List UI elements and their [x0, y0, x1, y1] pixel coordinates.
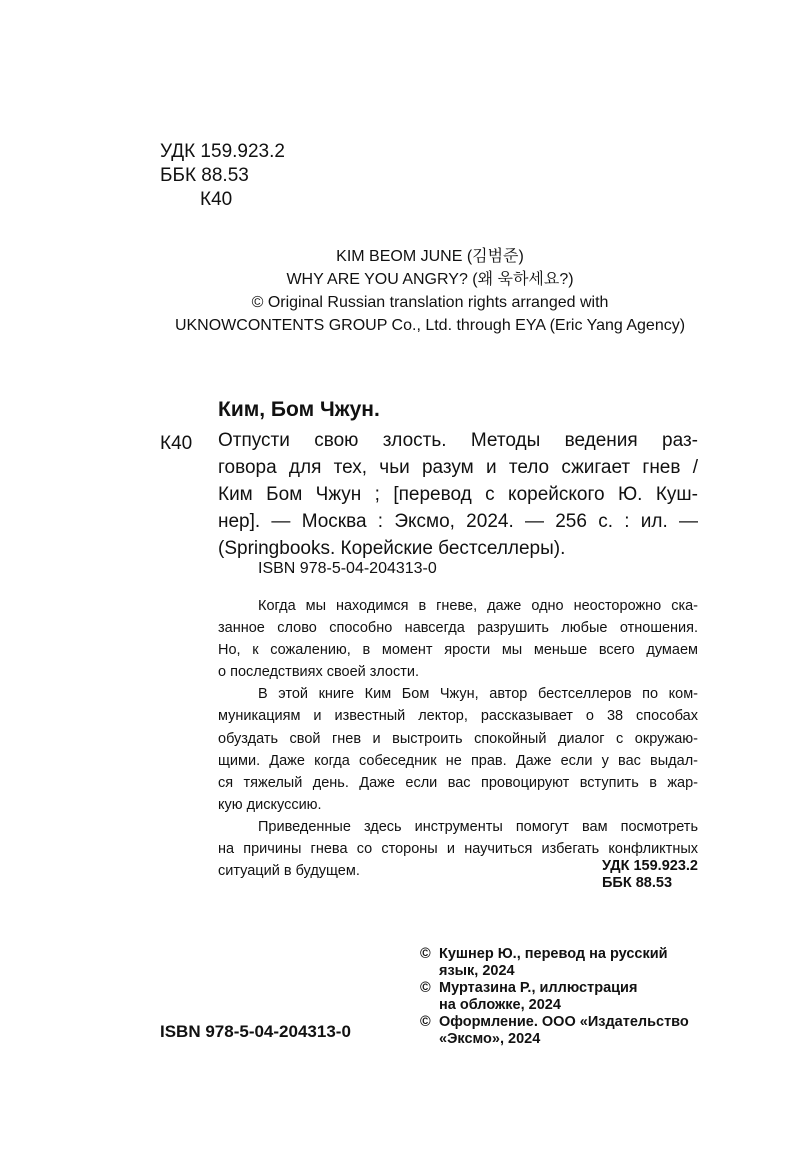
catalog-title-line: (Springbooks. Корейские бестселлеры).	[218, 538, 566, 559]
classification-block	[160, 140, 285, 212]
annotation-paragraph	[218, 683, 698, 816]
udk-code-bottom: УДК 159.923.2	[602, 858, 698, 874]
classification-bottom	[602, 858, 698, 892]
catalog-isbn: ISBN 978-5-04-204313-0	[258, 560, 437, 577]
annotation-line: Но, к сожалению, в момент ярости мы меньше всего думаем	[218, 642, 698, 659]
catalog-title-line: говора для тех, чьи разум и тело сжигает гнев /	[218, 457, 698, 478]
rights-line: UKNOWCONTENTS GROUP Co., Ltd. through EYA (Eric Yang Agency)	[174, 317, 686, 334]
catalog-title-line: нер]. — Москва : Эксмо, 2024. — 256 с. : ил. —	[218, 511, 698, 532]
copyright-line: Кушнер Ю., перевод на русский	[439, 946, 668, 962]
annotation-line: муникациям и известный лектор, рассказывает о 38 способах	[218, 708, 698, 725]
annotation-line: Приведенные здесь инструменты помогут вам посмотреть	[258, 818, 698, 835]
udk-code: УДК 159.923.2	[160, 141, 285, 162]
copyright-line: на обложке, 2024	[439, 997, 561, 1013]
annotation-line: о последствиях своей злости.	[218, 664, 419, 681]
isbn-bottom: ISBN 978-5-04-204313-0	[160, 1022, 351, 1041]
annotation-line: В этой книге Ким Бом Чжун, автор бестселлеров по ком-	[258, 686, 698, 703]
catalog-author: Ким, Бом Чжун.	[218, 398, 380, 421]
catalog-title-block	[218, 427, 698, 562]
rights-line: © Original Russian translation rights arranged with	[251, 294, 609, 311]
copyright-line: Муртазина Р., иллюстрация	[439, 980, 638, 996]
annotation-line: ся тяжелый день. Даже если вас провоцируют вступить в жар-	[218, 774, 698, 791]
copyright-item-design	[420, 1014, 689, 1048]
copyright-item-translation	[420, 946, 689, 980]
annotation-line: обуздать свой гнев и выстроить спокойный диалог с окружаю-	[218, 730, 698, 747]
annotation-line: Когда мы находимся в гневе, даже одно неосторожно ска-	[258, 598, 698, 614]
annotation-paragraph	[218, 595, 698, 683]
annotation-line: ситуаций в будущем.	[218, 863, 360, 880]
catalog-title-line: Ким Бом Чжун ; [перевод с корейского Ю. Куш-	[218, 484, 698, 505]
annotation-line: щими. Даже когда собеседник не прав. Даже если у вас выдал-	[218, 752, 698, 769]
rights-block	[160, 245, 700, 337]
annotation-line: кую дискуссию.	[218, 796, 322, 813]
copyright-symbol: ©	[420, 980, 431, 996]
copyright-line: «Эксмо», 2024	[439, 1031, 541, 1047]
copyright-line: язык, 2024	[439, 963, 515, 979]
annotation-line: на причины гнева со стороны и научиться избегать конфликтных	[218, 841, 698, 858]
original-author: KIM BEOM JUNE (김범준)	[336, 248, 524, 265]
annotation-line: занное слово способно навсегда разрушить любые отношения.	[218, 620, 698, 637]
catalog-author-code: К40	[160, 433, 193, 454]
annotation	[218, 595, 698, 882]
copyright-block	[420, 946, 689, 1048]
copyright-line: Оформление. ООО «Издательство	[439, 1014, 689, 1030]
copyright-symbol: ©	[420, 946, 431, 962]
catalog-title-line: Отпусти свою злость. Методы ведения раз-	[218, 430, 698, 451]
author-code: К40	[200, 189, 233, 210]
copyright-item-illustration	[420, 980, 689, 1014]
original-title: WHY ARE YOU ANGRY? (왜 욱하세요?)	[286, 271, 574, 288]
bbk-code-bottom: ББК 88.53	[602, 875, 673, 891]
bbk-code: ББК 88.53	[160, 165, 249, 186]
copyright-symbol: ©	[420, 1014, 431, 1030]
